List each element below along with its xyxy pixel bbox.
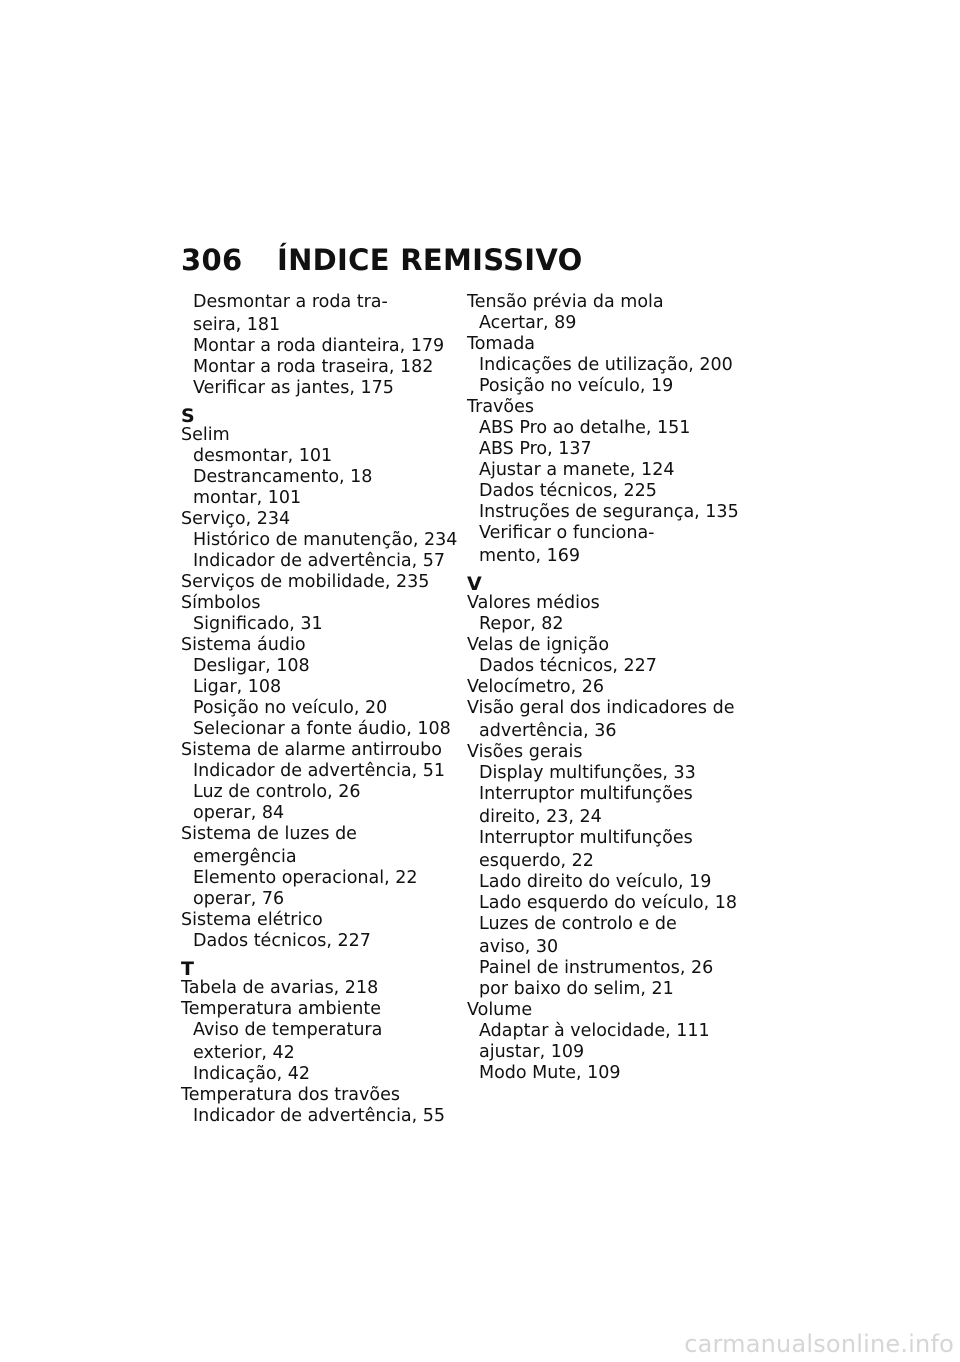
index-subentry: Display multifunções, 33 bbox=[479, 763, 696, 783]
index-subentry: Indicador de advertência, 55 bbox=[193, 1106, 446, 1126]
index-subentry: Indicação, 42 bbox=[193, 1064, 311, 1084]
index-subentry: seira, 181 bbox=[193, 315, 281, 335]
index-column-left bbox=[181, 292, 456, 1127]
index-entry: Valores médios bbox=[467, 593, 600, 613]
index-subentry: Indicador de advertência, 57 bbox=[193, 551, 446, 571]
index-subentry: Desmontar a roda tra- bbox=[193, 292, 388, 312]
index-subentry: esquerdo, 22 bbox=[479, 851, 594, 871]
index-entry: Serviços de mobilidade, 235 bbox=[181, 572, 430, 592]
page-title: ÍNDICE REMISSIVO bbox=[277, 243, 583, 277]
index-entry: Tomada bbox=[467, 334, 536, 354]
index-subentry: Aviso de temperatura bbox=[193, 1020, 383, 1040]
index-subentry: ABS Pro ao detalhe, 151 bbox=[479, 418, 691, 438]
index-entry: Temperatura dos travões bbox=[181, 1085, 400, 1105]
index-entry: Sistema de luzes de bbox=[181, 824, 357, 844]
index-subentry: Posição no veículo, 20 bbox=[193, 698, 388, 718]
index-column-right bbox=[467, 292, 742, 1084]
index-subentry: mento, 169 bbox=[479, 546, 581, 566]
index-subentry: Painel de instrumentos, 26 bbox=[479, 958, 714, 978]
index-subentry: Lado direito do veículo, 19 bbox=[479, 872, 712, 892]
index-entry: Tensão prévia da mola bbox=[467, 292, 664, 312]
index-section-letter: V bbox=[467, 573, 482, 595]
index-subentry: Ligar, 108 bbox=[193, 677, 282, 697]
index-entry: Selim bbox=[181, 425, 230, 445]
index-entry: Visões gerais bbox=[467, 742, 583, 762]
index-subentry: Luzes de controlo e de bbox=[479, 914, 677, 934]
index-subentry: Verificar o funciona- bbox=[479, 523, 655, 543]
index-subentry: Instruções de segurança, 135 bbox=[479, 502, 739, 522]
index-subentry: Dados técnicos, 227 bbox=[479, 656, 657, 676]
watermark: carmanualsonline.info bbox=[684, 1330, 954, 1358]
index-subentry: por baixo do selim, 21 bbox=[479, 979, 674, 999]
index-subentry: Lado esquerdo do veículo, 18 bbox=[479, 893, 738, 913]
index-subentry: Interruptor multifunções bbox=[479, 784, 693, 804]
index-section-letter: T bbox=[181, 958, 194, 980]
index-subentry: Adaptar à velocidade, 111 bbox=[479, 1021, 710, 1041]
index-subentry: aviso, 30 bbox=[479, 937, 559, 957]
index-entry: Velocímetro, 26 bbox=[467, 677, 605, 697]
index-subentry: Interruptor multifunções bbox=[479, 828, 693, 848]
index-subentry: ajustar, 109 bbox=[479, 1042, 585, 1062]
index-subentry: Luz de controlo, 26 bbox=[193, 782, 361, 802]
index-subentry: emergência bbox=[193, 847, 297, 867]
index-subentry: Desligar, 108 bbox=[193, 656, 310, 676]
index-subentry: Repor, 82 bbox=[479, 614, 564, 634]
index-subentry: Selecionar a fonte áudio, 108 bbox=[193, 719, 451, 739]
index-subentry: Dados técnicos, 227 bbox=[193, 931, 371, 951]
index-entry: Temperatura ambiente bbox=[181, 999, 381, 1019]
index-subentry: operar, 76 bbox=[193, 889, 285, 909]
index-subentry: ABS Pro, 137 bbox=[479, 439, 592, 459]
index-subentry: Histórico de manutenção, 234 bbox=[193, 530, 458, 550]
index-entry: Símbolos bbox=[181, 593, 261, 613]
index-subentry: desmontar, 101 bbox=[193, 446, 333, 466]
index-subentry: Ajustar a manete, 124 bbox=[479, 460, 675, 480]
index-entry: Travões bbox=[467, 397, 534, 417]
index-entry: Sistema elétrico bbox=[181, 910, 323, 930]
index-subentry: Verificar as jantes, 175 bbox=[193, 378, 394, 398]
index-entry: Serviço, 234 bbox=[181, 509, 291, 529]
index-subentry: Significado, 31 bbox=[193, 614, 323, 634]
page-header bbox=[181, 243, 583, 277]
page-number: 306 bbox=[181, 243, 243, 277]
index-subentry: Montar a roda dianteira, 179 bbox=[193, 336, 445, 356]
index-subentry: Destrancamento, 18 bbox=[193, 467, 373, 487]
index-subentry: direito, 23, 24 bbox=[479, 807, 602, 827]
index-subentry: Elemento operacional, 22 bbox=[193, 868, 418, 888]
index-subentry: advertência, 36 bbox=[479, 721, 617, 741]
index-section-letter: S bbox=[181, 405, 195, 427]
index-subentry: Indicador de advertência, 51 bbox=[193, 761, 446, 781]
index-subentry: Acertar, 89 bbox=[479, 313, 577, 333]
index-subentry: Dados técnicos, 225 bbox=[479, 481, 657, 501]
index-subentry: Montar a roda traseira, 182 bbox=[193, 357, 434, 377]
index-entry: Velas de ignição bbox=[467, 635, 610, 655]
index-subentry: Posição no veículo, 19 bbox=[479, 376, 674, 396]
index-subentry: operar, 84 bbox=[193, 803, 285, 823]
index-entry: Tabela de avarias, 218 bbox=[181, 978, 379, 998]
index-subentry: Modo Mute, 109 bbox=[479, 1063, 621, 1083]
index-subentry: Indicações de utilização, 200 bbox=[479, 355, 733, 375]
index-entry: Sistema áudio bbox=[181, 635, 306, 655]
index-entry: Visão geral dos indicadores de bbox=[467, 698, 735, 718]
index-entry: Sistema de alarme antirroubo bbox=[181, 740, 442, 760]
index-subentry: exterior, 42 bbox=[193, 1043, 295, 1063]
index-subentry: montar, 101 bbox=[193, 488, 302, 508]
index-entry: Volume bbox=[467, 1000, 533, 1020]
